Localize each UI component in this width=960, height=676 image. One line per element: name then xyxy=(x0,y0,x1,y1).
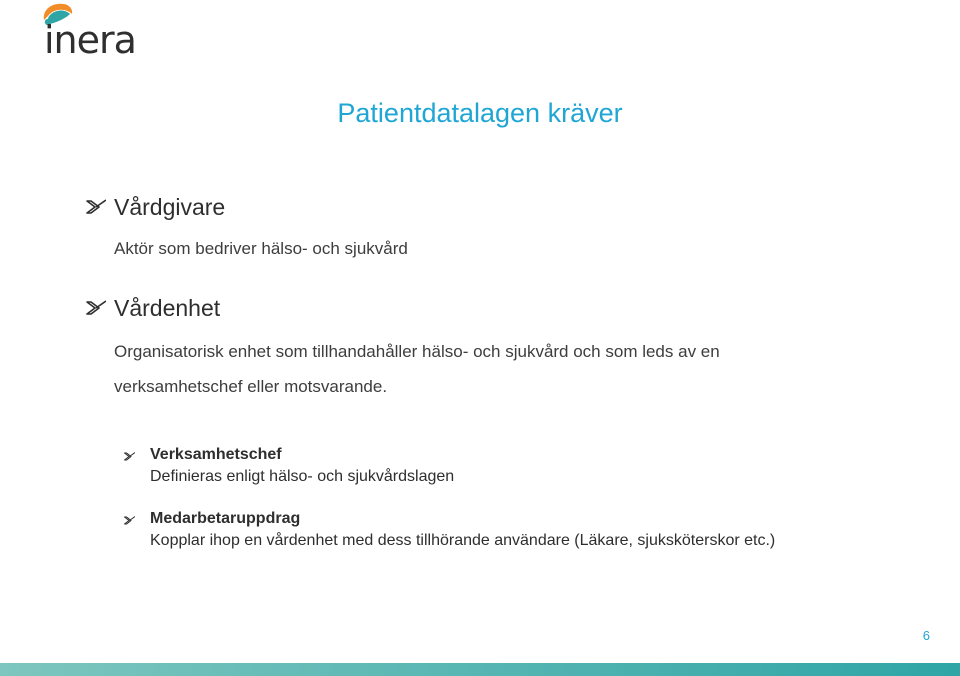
bullet-desc-line-1: Organisatorisk enhet som tillhandahåller hälso- och sjukvård och som leds av en xyxy=(114,342,720,361)
bullet-desc-line-2: verksamhetschef eller motsvarande. xyxy=(114,377,388,396)
arrow-check-icon xyxy=(124,452,135,461)
bullet-heading: Vårdenhet xyxy=(114,295,221,321)
subbullet-desc: Kopplar ihop en vårdenhet med dess tillhörande användare (Läkare, sjuksköterskor etc.) xyxy=(150,532,776,549)
arrow-check-icon xyxy=(86,199,106,215)
subbullet-desc: Definieras enligt hälso- och sjukvårdslagen xyxy=(150,468,455,485)
bullet-desc: Aktör som bedriver hälso- och sjukvård xyxy=(114,239,408,258)
logo-wordmark: inera xyxy=(44,18,136,62)
subbullet-heading: Medarbetaruppdrag xyxy=(150,510,301,527)
inera-logo xyxy=(40,2,150,64)
footer-bar xyxy=(0,663,960,676)
page-number: 6 xyxy=(922,628,930,643)
slide-title: Patientdatalagen kräver xyxy=(337,98,623,128)
bullet-heading: Vårdgivare xyxy=(114,194,226,220)
subbullet-heading: Verksamhetschef xyxy=(150,446,282,463)
arrow-check-icon xyxy=(124,516,135,525)
arrow-check-icon xyxy=(86,300,106,316)
